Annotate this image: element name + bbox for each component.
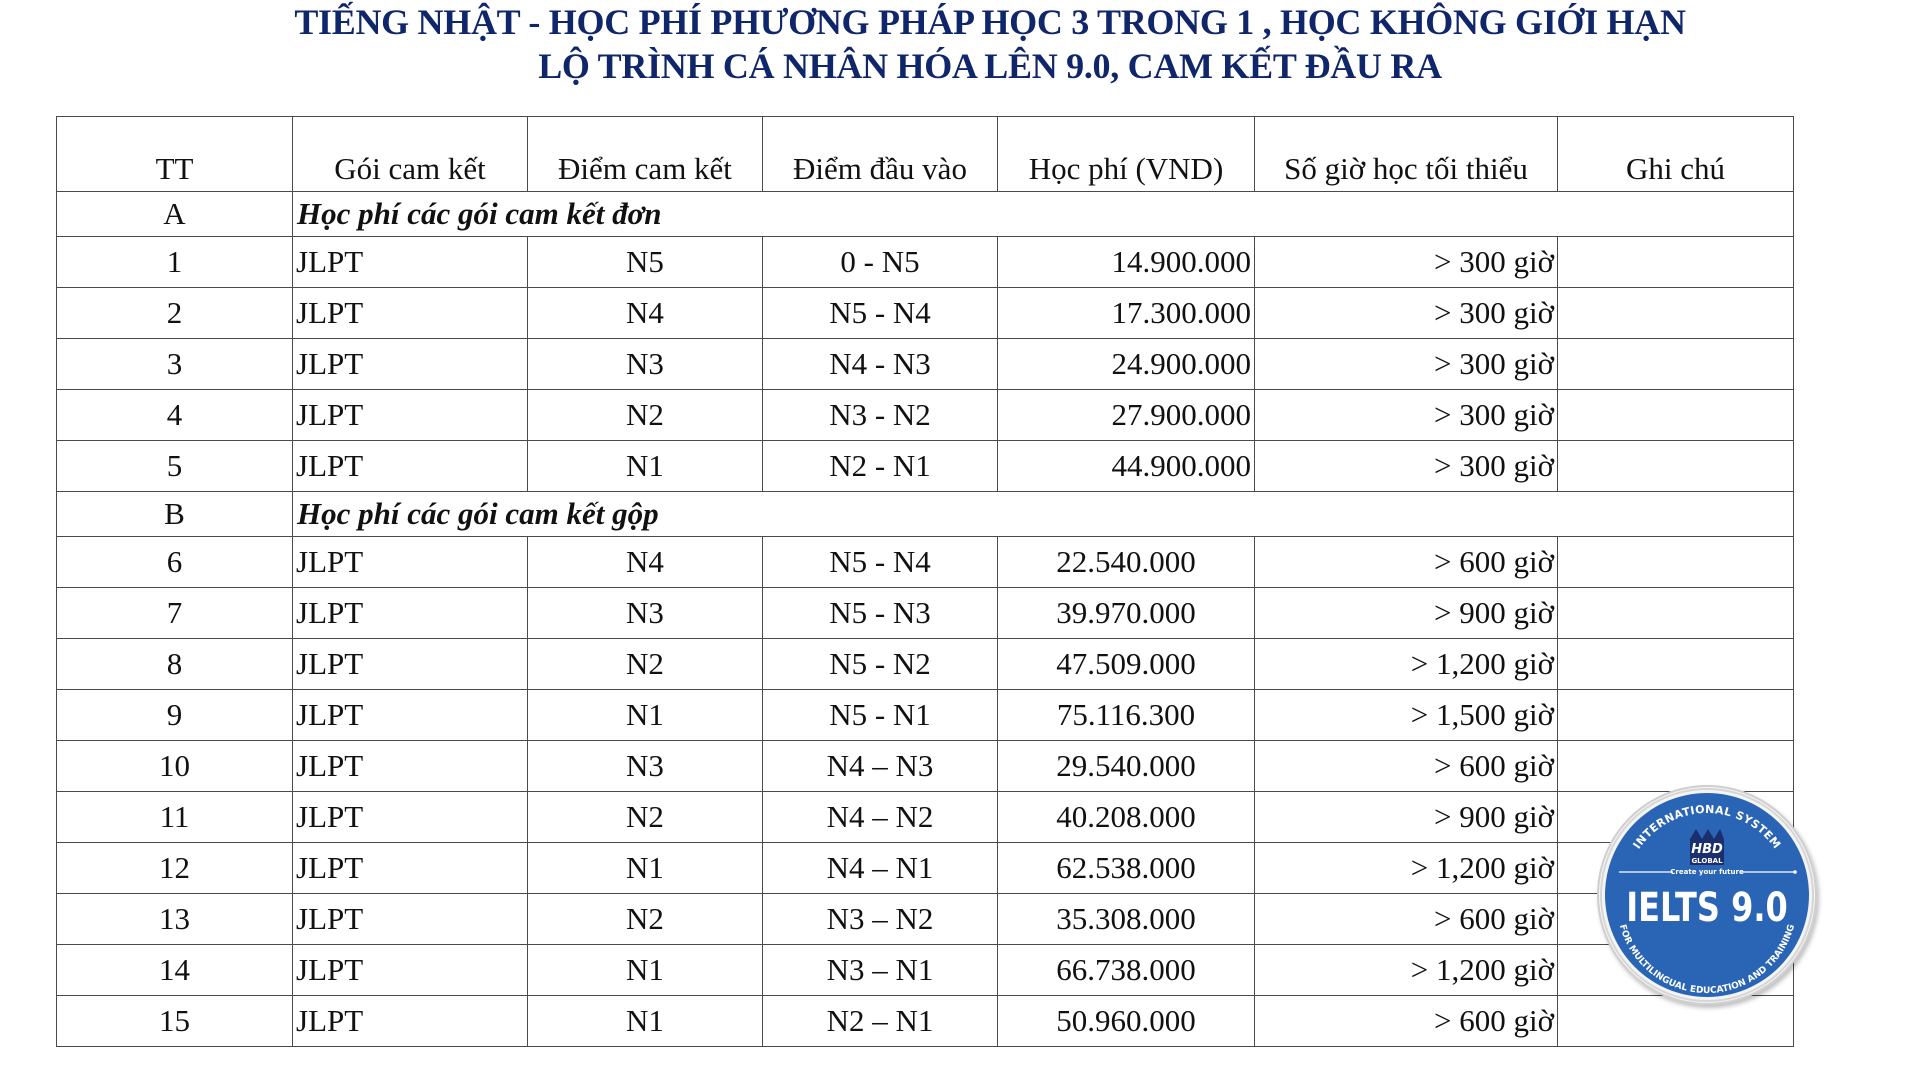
ielts-badge-logo <box>1597 785 1817 1005</box>
badge-brand: HBD <box>1691 842 1723 857</box>
cell-note <box>1558 741 1794 792</box>
badge-brand-sub: GLOBAL <box>1691 857 1723 865</box>
header-min-hours: Số giờ học tối thiểu <box>1255 117 1558 192</box>
cell-package: JLPT <box>293 843 528 894</box>
page-title-line-2: LỘ TRÌNH CÁ NHÂN HÓA LÊN 9.0, CAM KẾT ĐẦU RA <box>538 46 1442 86</box>
cell-package: JLPT <box>293 945 528 996</box>
cell-target-score: N5 <box>528 237 763 288</box>
table-row <box>57 843 1794 894</box>
table-header-row <box>57 117 1794 192</box>
cell-entry-score: N5 - N4 <box>763 537 998 588</box>
page-title-line-1: TIẾNG NHẬT - HỌC PHÍ PHƯƠNG PHÁP HỌC 3 TRONG 1 , HỌC KHÔNG GIỚI HẠN <box>294 2 1686 42</box>
cell-min-hours: > 1,500 giờ <box>1255 690 1558 741</box>
cell-fee: 27.900.000 <box>998 390 1255 441</box>
cell-entry-score: N4 – N1 <box>763 843 998 894</box>
badge-slogan: Create your future <box>1670 868 1744 876</box>
cell-target-score: N3 <box>528 741 763 792</box>
table-row <box>57 237 1794 288</box>
cell-fee: 14.900.000 <box>998 237 1255 288</box>
section-label: Học phí các gói cam kết gộp <box>293 492 1794 537</box>
cell-min-hours: > 300 giờ <box>1255 390 1558 441</box>
table-row <box>57 639 1794 690</box>
section-code: A <box>57 192 293 237</box>
cell-min-hours: > 300 giờ <box>1255 288 1558 339</box>
cell-fee: 35.308.000 <box>998 894 1255 945</box>
cell-entry-score: N3 – N1 <box>763 945 998 996</box>
cell-entry-score: N3 - N2 <box>763 390 998 441</box>
header-tt: TT <box>57 117 293 192</box>
cell-note <box>1558 441 1794 492</box>
table-row <box>57 441 1794 492</box>
badge-graphic <box>1597 785 1817 1005</box>
cell-tt: 12 <box>57 843 293 894</box>
cell-min-hours: > 600 giờ <box>1255 894 1558 945</box>
cell-package: JLPT <box>293 537 528 588</box>
cell-tt: 9 <box>57 690 293 741</box>
cell-tt: 4 <box>57 390 293 441</box>
cell-target-score: N1 <box>528 996 763 1047</box>
cell-tt: 10 <box>57 741 293 792</box>
cell-entry-score: N5 - N1 <box>763 690 998 741</box>
cell-min-hours: > 600 giờ <box>1255 537 1558 588</box>
cell-package: JLPT <box>293 588 528 639</box>
cell-package: JLPT <box>293 339 528 390</box>
cell-min-hours: > 900 giờ <box>1255 792 1558 843</box>
table-row <box>57 537 1794 588</box>
table-row <box>57 288 1794 339</box>
header-package: Gói cam kết <box>293 117 528 192</box>
cell-tt: 2 <box>57 288 293 339</box>
cell-target-score: N1 <box>528 441 763 492</box>
cell-package: JLPT <box>293 996 528 1047</box>
cell-package: JLPT <box>293 288 528 339</box>
cell-min-hours: > 1,200 giờ <box>1255 945 1558 996</box>
cell-target-score: N2 <box>528 894 763 945</box>
cell-target-score: N4 <box>528 288 763 339</box>
cell-tt: 5 <box>57 441 293 492</box>
section-a-row <box>57 192 1794 237</box>
cell-fee: 24.900.000 <box>998 339 1255 390</box>
cell-min-hours: > 600 giờ <box>1255 996 1558 1047</box>
cell-target-score: N4 <box>528 537 763 588</box>
cell-tt: 3 <box>57 339 293 390</box>
cell-target-score: N2 <box>528 390 763 441</box>
cell-note <box>1558 588 1794 639</box>
cell-tt: 7 <box>57 588 293 639</box>
cell-package: JLPT <box>293 741 528 792</box>
cell-fee: 47.509.000 <box>998 639 1255 690</box>
cell-tt: 11 <box>57 792 293 843</box>
table-row <box>57 996 1794 1047</box>
cell-target-score: N1 <box>528 945 763 996</box>
cell-fee: 22.540.000 <box>998 537 1255 588</box>
cell-package: JLPT <box>293 792 528 843</box>
cell-note <box>1558 237 1794 288</box>
cell-note <box>1558 537 1794 588</box>
cell-target-score: N2 <box>528 639 763 690</box>
table-row <box>57 339 1794 390</box>
cell-min-hours: > 300 giờ <box>1255 339 1558 390</box>
cell-package: JLPT <box>293 390 528 441</box>
cell-fee: 39.970.000 <box>998 588 1255 639</box>
cell-fee: 17.300.000 <box>998 288 1255 339</box>
cell-fee: 40.208.000 <box>998 792 1255 843</box>
cell-entry-score: N5 - N3 <box>763 588 998 639</box>
cell-note <box>1558 288 1794 339</box>
header-fee: Học phí (VND) <box>998 117 1255 192</box>
cell-tt: 8 <box>57 639 293 690</box>
cell-note <box>1558 339 1794 390</box>
cell-target-score: N3 <box>528 339 763 390</box>
badge-bottom-arc-text: FOR MULTILINGUAL EDUCATION AND TRAINING <box>1616 923 1798 997</box>
cell-note <box>1558 639 1794 690</box>
table-row <box>57 588 1794 639</box>
cell-fee: 29.540.000 <box>998 741 1255 792</box>
cell-min-hours: > 900 giờ <box>1255 588 1558 639</box>
fee-table <box>56 116 1794 1047</box>
header-target-score: Điểm cam kết <box>528 117 763 192</box>
cell-min-hours: > 1,200 giờ <box>1255 843 1558 894</box>
cell-package: JLPT <box>293 894 528 945</box>
cell-entry-score: N5 - N4 <box>763 288 998 339</box>
cell-fee: 62.538.000 <box>998 843 1255 894</box>
cell-target-score: N2 <box>528 792 763 843</box>
cell-fee: 50.960.000 <box>998 996 1255 1047</box>
cell-package: JLPT <box>293 690 528 741</box>
cell-entry-score: N2 – N1 <box>763 996 998 1047</box>
badge-top-arc-text: INTERNATIONAL SYSTEM <box>1630 802 1784 852</box>
cell-min-hours: > 600 giờ <box>1255 741 1558 792</box>
section-label: Học phí các gói cam kết đơn <box>293 192 1794 237</box>
cell-tt: 15 <box>57 996 293 1047</box>
cell-entry-score: N2 - N1 <box>763 441 998 492</box>
cell-entry-score: N4 - N3 <box>763 339 998 390</box>
cell-entry-score: 0 - N5 <box>763 237 998 288</box>
badge-main-text: IELTS 9.0 <box>1626 883 1788 931</box>
section-code: B <box>57 492 293 537</box>
cell-target-score: N1 <box>528 843 763 894</box>
section-b-row <box>57 492 1794 537</box>
cell-entry-score: N3 – N2 <box>763 894 998 945</box>
table-row <box>57 945 1794 996</box>
cell-min-hours: > 300 giờ <box>1255 237 1558 288</box>
cell-tt: 14 <box>57 945 293 996</box>
cell-fee: 44.900.000 <box>998 441 1255 492</box>
cell-min-hours: > 300 giờ <box>1255 441 1558 492</box>
table-row <box>57 792 1794 843</box>
cell-tt: 13 <box>57 894 293 945</box>
cell-fee: 75.116.300 <box>998 690 1255 741</box>
table-row <box>57 390 1794 441</box>
cell-min-hours: > 1,200 giờ <box>1255 639 1558 690</box>
cell-fee: 66.738.000 <box>998 945 1255 996</box>
cell-entry-score: N4 – N2 <box>763 792 998 843</box>
table-row <box>57 690 1794 741</box>
cell-package: JLPT <box>293 441 528 492</box>
hbd-global-logo-icon <box>1690 829 1724 865</box>
cell-note <box>1558 690 1794 741</box>
cell-entry-score: N5 - N2 <box>763 639 998 690</box>
table-row <box>57 894 1794 945</box>
table-row <box>57 741 1794 792</box>
cell-tt: 1 <box>57 237 293 288</box>
cell-target-score: N1 <box>528 690 763 741</box>
header-entry-score: Điểm đầu vào <box>763 117 998 192</box>
header-note: Ghi chú <box>1558 117 1794 192</box>
cell-package: JLPT <box>293 639 528 690</box>
cell-package: JLPT <box>293 237 528 288</box>
cell-tt: 6 <box>57 537 293 588</box>
cell-target-score: N3 <box>528 588 763 639</box>
cell-entry-score: N4 – N3 <box>763 741 998 792</box>
cell-note <box>1558 390 1794 441</box>
